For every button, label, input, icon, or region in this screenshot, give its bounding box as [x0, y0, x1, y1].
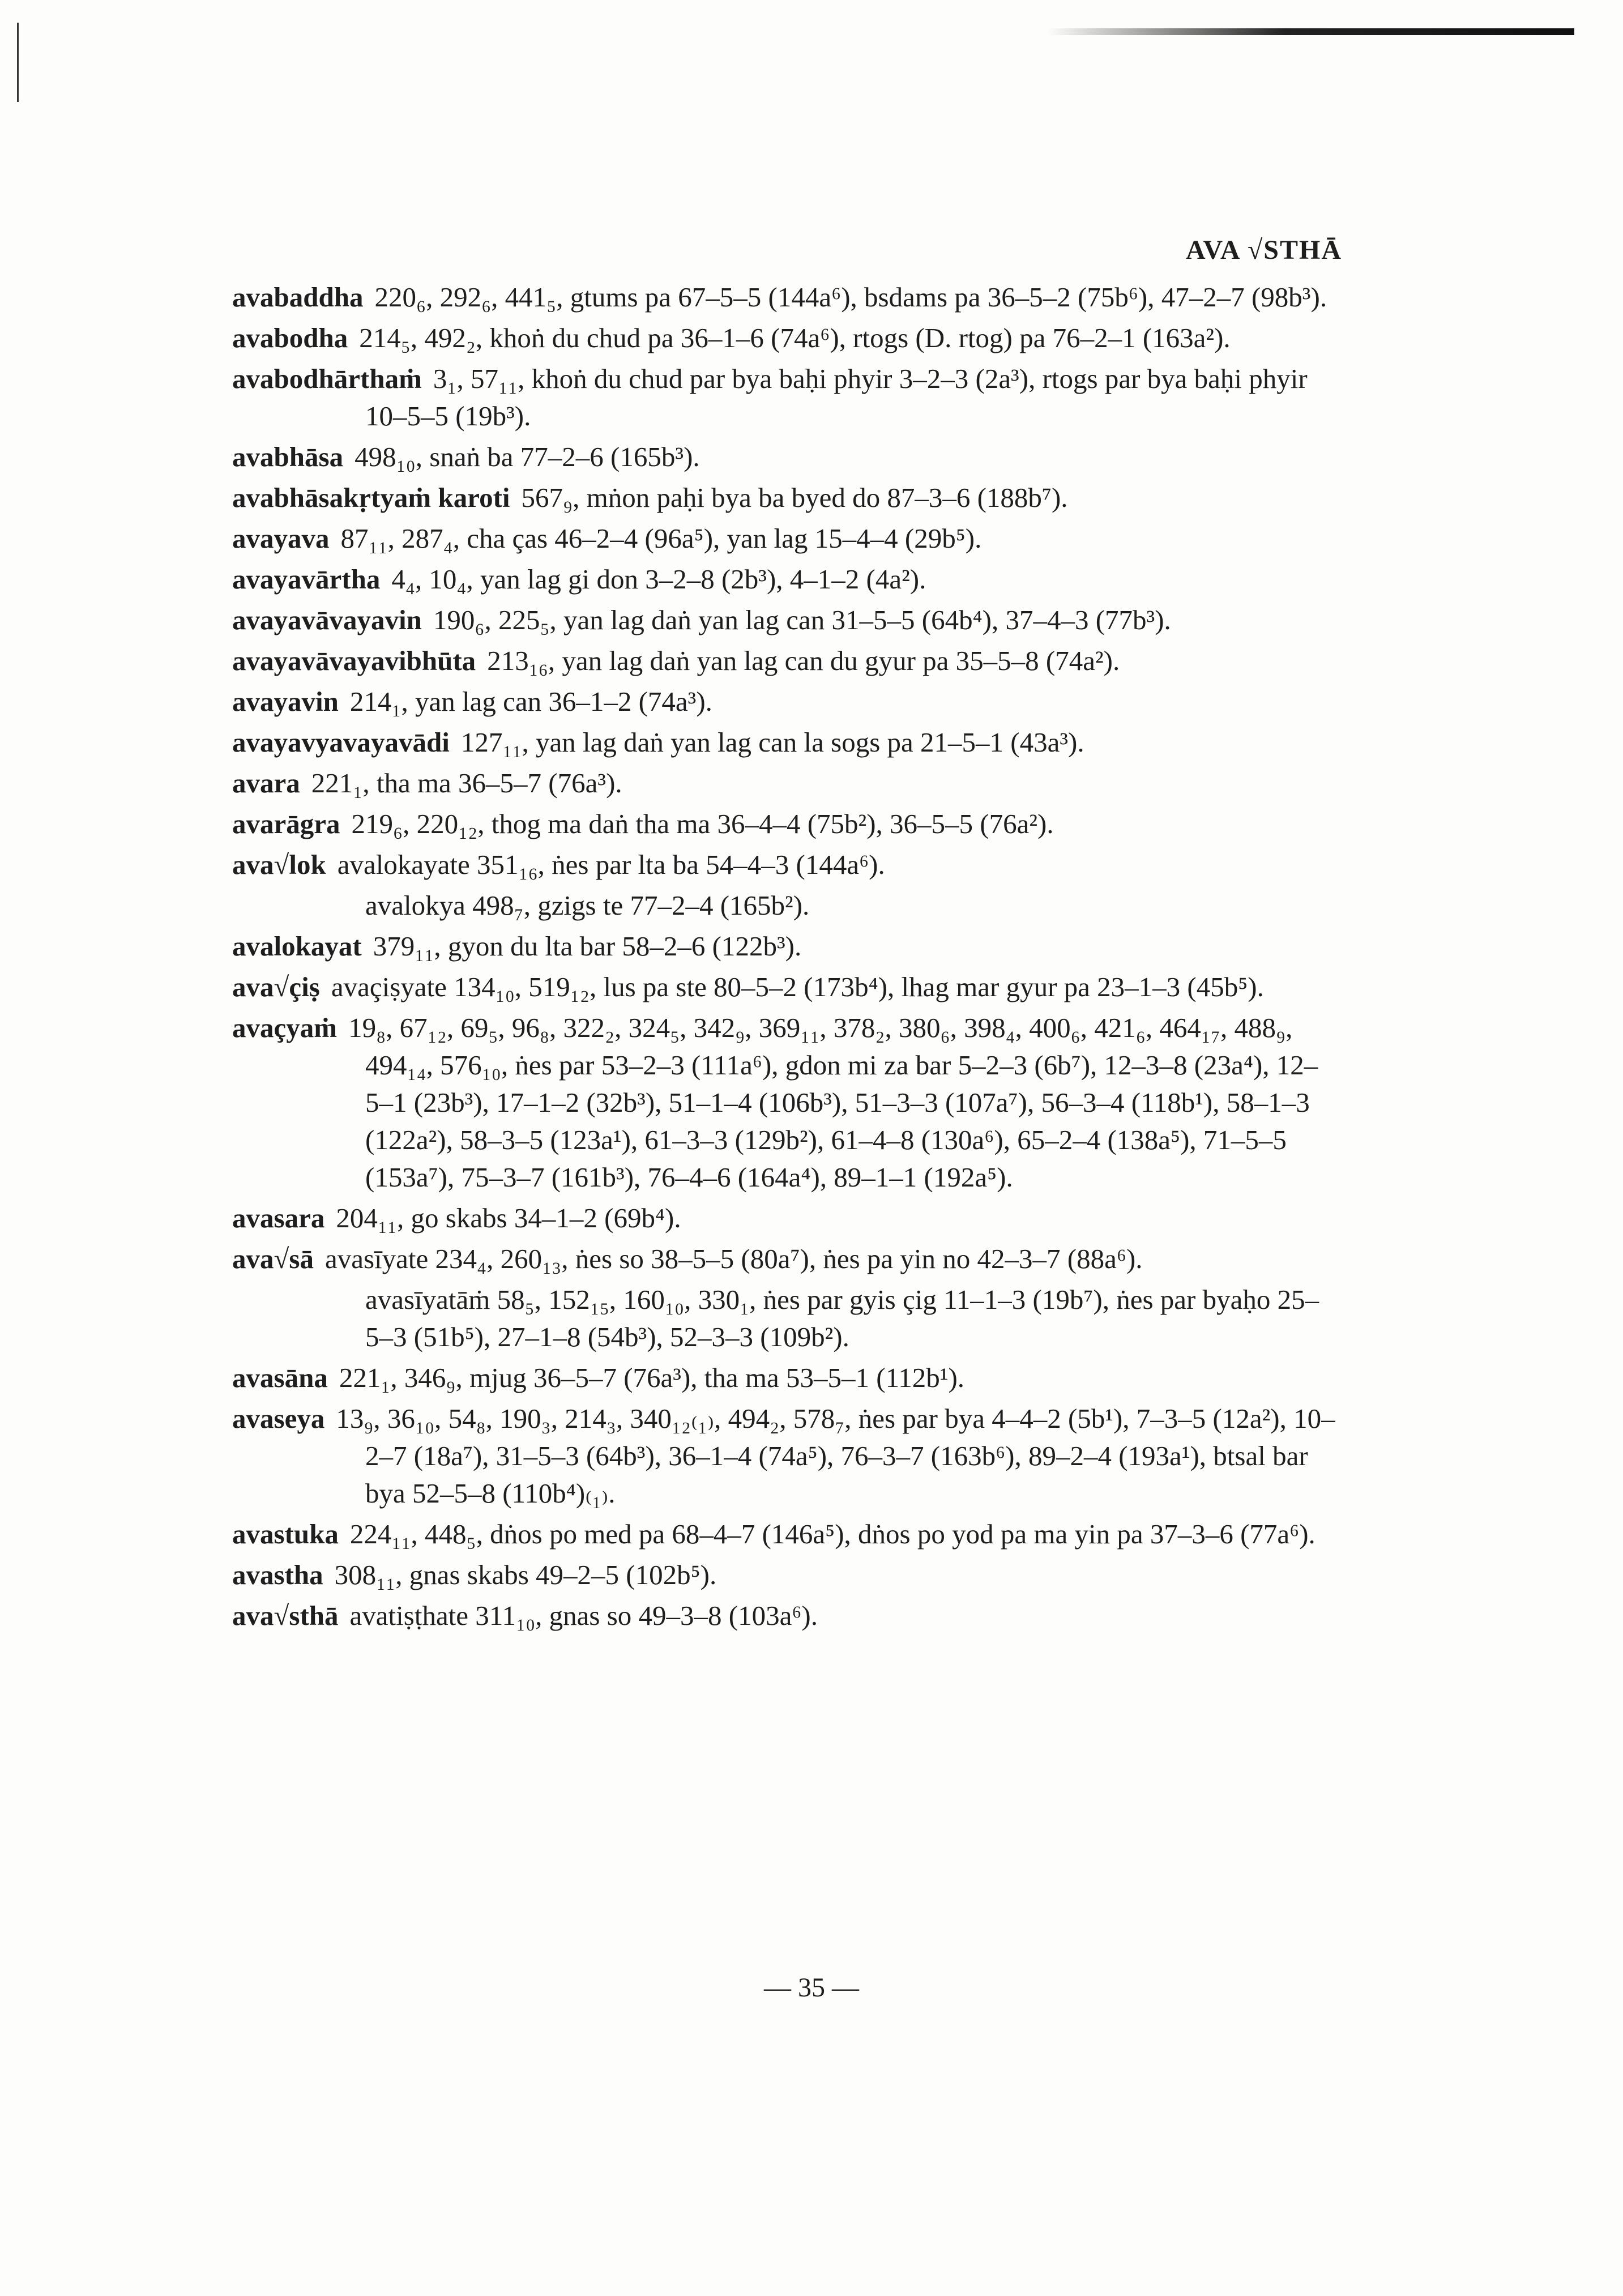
entry-definition: 308₁₁, gnas skabs 49–2–5 (102b⁵). — [334, 1559, 717, 1590]
dictionary-entry — [232, 561, 1342, 598]
entry-definition: 379₁₁, gyon du lta bar 58–2–6 (122b³). — [373, 931, 802, 962]
headword: ava√çiṣ — [232, 971, 320, 1002]
headword: avaseya — [232, 1403, 325, 1434]
headword: avasāna — [232, 1362, 328, 1393]
entry-definition: 87₁₁, 287₄, cha ças 46–2–4 (96a⁵), yan lag 15–4–4 (29b⁵). — [340, 523, 982, 554]
dictionary-entry — [232, 1556, 1342, 1594]
dictionary-entry — [232, 1240, 1342, 1278]
dictionary-entry — [232, 765, 1342, 802]
dictionary-entry — [232, 805, 1342, 843]
headword: avabodhārthaṁ — [232, 363, 422, 394]
dictionary-entry — [232, 1400, 1342, 1512]
dictionary-entry — [232, 724, 1342, 761]
dictionary-entry — [232, 479, 1342, 517]
entry-definition: 213₁₆, yan lag daṅ yan lag can du gyur pa 35–5–8 (74a²). — [487, 645, 1120, 676]
entry-definition: 219₆, 220₁₂, thog ma daṅ tha ma 36–4–4 (75b²), 36–5–5 (76a²). — [351, 808, 1054, 839]
entry-definition: avaçiṣyate 134₁₀, 519₁₂, lus pa ste 80–5–2 (173b⁴), lhag mar gyur pa 23–1–3 (45b⁵). — [331, 971, 1264, 1002]
dictionary-entry — [232, 520, 1342, 557]
top-rule — [1048, 28, 1574, 35]
dictionary-entry — [232, 601, 1342, 639]
dictionary-entry — [232, 928, 1342, 965]
entry-definition: 3₁, 57₁₁, khoṅ du chud par bya baḥi phyir 3–2–3 (2a³), rtogs par bya baḥi phyir 10–5–5 (19b³). — [365, 363, 1308, 432]
entry-definition: 221₁, tha ma 36–5–7 (76a³). — [311, 767, 622, 799]
dictionary-entry — [232, 1597, 1342, 1634]
headword: ava√lok — [232, 849, 326, 880]
entry-definition: 214₅, 492₂, khoṅ du chud pa 36–1–6 (74a⁶), rtogs (D. rtog) pa 76–2–1 (163a²). — [359, 322, 1231, 353]
headword: avalokayat — [232, 931, 362, 962]
running-header: AVA √STHĀ — [1185, 235, 1342, 265]
entry-definition: avalokayate 351₁₆, ṅes par lta ba 54–4–3 (144a⁶). — [337, 849, 885, 880]
entry-definition: 221₁, 346₉, mjug 36–5–7 (76a³), tha ma 53–5–1 (112b¹). — [339, 1362, 965, 1393]
entry-definition: 224₁₁, 448₅, dṅos po med pa 68–4–7 (146a⁵), dṅos po yod pa ma yin pa 37–3–6 (77a⁶). — [349, 1518, 1316, 1550]
dictionary-entry — [232, 642, 1342, 680]
entry-definition: 220₆, 292₆, 441₅, gtums pa 67–5–5 (144a⁶), bsdams pa 36–5–2 (75b⁶), 47–2–7 (98b³). — [374, 281, 1327, 313]
entry-definition: 13₉, 36₁₀, 54₈, 190₃, 214₃, 340₁₂₍₁₎, 494₂, 578₇, ṅes par bya 4–4–2 (5b¹), 7–3–5 (12a²), 10–2–7 (18a⁷), 31–5–3 (64b³), 36–1–4 (74a⁵), 76–3–7 (163b⁶), 89–2–4 (193a¹), btsal bar bya 52–5–8 (110b⁴)₍₁₎. — [336, 1403, 1335, 1509]
dictionary-entry — [232, 1516, 1342, 1553]
page-number: — 35 — — [764, 1973, 859, 2003]
entry-definition: avasīyate 234₄, 260₁₃, ṅes so 38–5–5 (80a⁷), ṅes pa yin no 42–3–7 (88a⁶). — [324, 1243, 1143, 1274]
dictionary-entry — [232, 279, 1342, 316]
dictionary-entry — [232, 360, 1342, 435]
headword: avayavārtha — [232, 564, 381, 595]
entry-definition: avatiṣṭhate 311₁₀, gnas so 49–3–8 (103a⁶). — [349, 1600, 818, 1631]
dictionary-entry — [232, 1009, 1342, 1196]
entry-definition: 127₁₁, yan lag daṅ yan lag can la sogs pa 21–5–1 (43a³). — [460, 727, 1084, 758]
entry-definition: 214₁, yan lag can 36–1–2 (74a³). — [349, 686, 712, 717]
headword: avarāgra — [232, 808, 340, 839]
headword: avasara — [232, 1202, 325, 1234]
dictionary-entry — [232, 438, 1342, 476]
sub-entry: avalokya 498₇, gzigs te 77–2–4 (165b²). — [365, 890, 810, 921]
headword: avayavin — [232, 686, 339, 717]
entry-definition: 190₆, 225₅, yan lag daṅ yan lag can 31–5–5 (64b⁴), 37–4–3 (77b³). — [433, 604, 1171, 635]
headword: avabaddha — [232, 281, 364, 313]
headword: avayava — [232, 523, 330, 554]
headword: avayavāvayavibhūta — [232, 645, 476, 676]
dictionary-entry — [232, 319, 1342, 357]
dictionary-entries — [232, 279, 1342, 1638]
headword: avastha — [232, 1559, 323, 1590]
entry-definition: 4₄, 10₄, yan lag gi don 3–2–8 (2b³), 4–1–2 (4a²). — [391, 564, 926, 595]
dictionary-entry — [232, 846, 1342, 884]
dictionary-entry — [232, 1200, 1342, 1237]
entry-definition: 204₁₁, go skabs 34–1–2 (69b⁴). — [336, 1202, 681, 1234]
headword: avabhāsa — [232, 441, 344, 472]
headword: avara — [232, 767, 300, 799]
headword: avastuka — [232, 1518, 339, 1550]
headword: avaçyaṁ — [232, 1012, 338, 1043]
dictionary-entry — [232, 968, 1342, 1006]
dictionary-entry — [232, 683, 1342, 720]
headword: avabodha — [232, 322, 348, 353]
headword: avayavāvayavin — [232, 604, 422, 635]
entry-definition: 567₉, mṅon paḥi bya ba byed do 87–3–6 (188b⁷). — [521, 482, 1068, 513]
left-margin-rule — [17, 23, 19, 102]
headword: ava√sā — [232, 1243, 314, 1274]
headword: avabhāsakṛtyaṁ karoti — [232, 482, 510, 513]
sub-entry: avasīyatāṁ 58₅, 152₁₅, 160₁₀, 330₁, ṅes par gyis çig 11–1–3 (19b⁷), ṅes par byaḥo 25–5–3 (51b⁵), 27–1–8 (54b³), 52–3–3 (109b²). — [365, 1284, 1319, 1352]
entry-definition: 19₈, 67₁₂, 69₅, 96₈, 322₂, 324₅, 342₉, 369₁₁, 378₂, 380₆, 398₄, 400₆, 421₆, 464₁₇, 488₉, 494₁₄, 576₁₀, ṅes par 53–2–3 (111a⁶), gdon mi za bar 5–2–3 (6b⁷), 12–3–8 (23a⁴), 12–5–1 (23b³), 17–1–2 (32b³), 51–1–4 (106b³), 51–3–3 (107a⁷), 56–3–4 (118b¹), 58–1–3 (122a²), 58–3–5 (123a¹), 61–3–3 (129b²), 61–4–8 (130a⁶), 65–2–4 (138a⁵), 71–5–5 (153a⁷), 75–3–7 (161b³), 76–4–6 (164a⁴), 89–1–1 (192a⁵). — [348, 1012, 1318, 1193]
dictionary-entry — [232, 1359, 1342, 1397]
headword: ava√sthā — [232, 1600, 339, 1631]
headword: avayavyavayavādi — [232, 727, 450, 758]
entry-definition: 498₁₀, snaṅ ba 77–2–6 (165b³). — [355, 441, 700, 472]
